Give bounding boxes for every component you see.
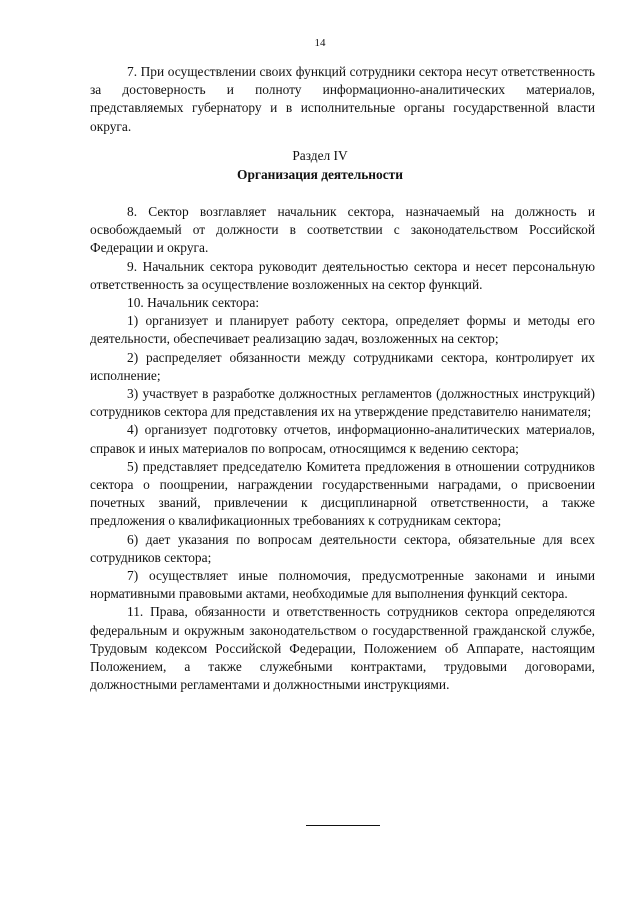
paragraph-10-item-7: 7) осуществляет иные полномочия, предусмотренные законами и иными нормативными правовыми актами, необходимые для выполнения функций сектора. <box>90 568 595 602</box>
paragraph-7: 7. При осуществлении своих функций сотрудники сектора несут ответственность за достоверность и полноту информационно-аналитических материалов, представляемых губернатору и в исполнительные органы государственной власти округа. <box>90 64 595 134</box>
paragraph-10-item-6: 6) дает указания по вопросам деятельности сектора, обязательные для всех сотрудников сектора; <box>90 531 595 565</box>
text-block-before-section <box>90 63 595 136</box>
paragraph-8: 8. Сектор возглавляет начальник сектора, назначаемый на должность и освобождаемый от должности в соответствии с законодательством Российской Федерации и округа. <box>90 204 595 256</box>
section-label: Раздел IV <box>292 148 348 163</box>
page-number: 14 <box>314 37 326 49</box>
end-of-document-rule <box>306 825 380 826</box>
section-heading <box>0 146 640 184</box>
paragraph-9: 9. Начальник сектора руководит деятельностью сектора и несет персональную ответственность за осуществление возложенных на сектор функций. <box>90 258 595 292</box>
paragraph-10: 10. Начальник сектора: <box>127 295 260 311</box>
section-title: Организация деятельности <box>237 167 403 182</box>
paragraph-10-item-2: 2) распределяет обязанности между сотрудниками сектора, контролирует их исполнение; <box>90 349 595 383</box>
paragraph-10-item-3: 3) участвует в разработке должностных регламентов (должностных инструкций) сотрудников сектора для представления их на утверждение представителю нанимателя; <box>90 386 595 420</box>
text-block-section-body <box>90 203 595 694</box>
paragraph-10-item-5: 5) представляет председателю Комитета предложения в отношении сотрудников сектора о поощрении, награждении государственными наградами, о присвоении почетных званий, привлечении к дисциплинарной ответственности, а также предложения о квалификационных требованиях к сотрудникам сектора; <box>90 458 595 529</box>
paragraph-11: 11. Права, обязанности и ответственность сотрудников сектора определяются федеральным и окружным законодательством о государственной гражданской службе, Трудовым кодексом Российской Федерации, Положением об Аппарате, настоящим Положением, а также служебными контрактами, трудовыми договорами, должностными регламентами и должностными инструкциями. <box>90 604 595 693</box>
paragraph-10-item-1: 1) организует и планирует работу сектора, определяет формы и методы его деятельности, обеспечивает реализацию задач, возложенных на сектор; <box>90 313 595 347</box>
paragraph-10-item-4: 4) организует подготовку отчетов, информационно-аналитических материалов, справок и иных материалов по вопросам, относящимся к ведению сектора; <box>90 422 595 456</box>
